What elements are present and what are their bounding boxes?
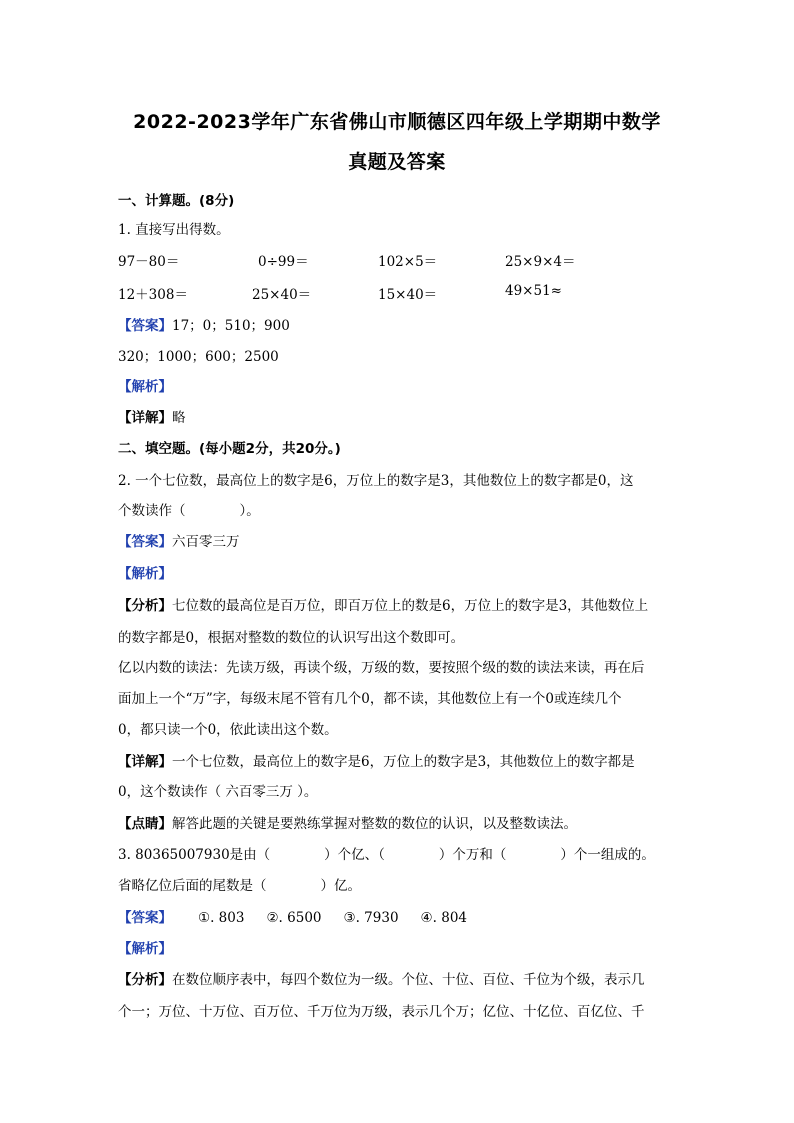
answer-tag: 【答案】 bbox=[118, 318, 172, 334]
q2-fenxi-line2: 的数字都是0，根据对整数的数位的认识写出这个数即可。 bbox=[118, 630, 465, 646]
q2-dianjing-text: 解答此题的关键是要熟练掌握对整数的数位的认识，以及整数读法。 bbox=[172, 816, 577, 832]
q3-fenxi-line1 bbox=[118, 968, 645, 988]
q3-fenxi-line2: 个一；万位、十万位、百万位、千万位为万级，表示几个万；亿位、十亿位、百亿位、千 bbox=[118, 1004, 645, 1020]
q2-fenxi-line1 bbox=[118, 594, 648, 614]
section1-heading: 一、计算题。(8分) bbox=[118, 193, 235, 209]
q1-detail bbox=[118, 406, 186, 426]
q2-answer bbox=[118, 530, 240, 550]
q2-dianjing bbox=[118, 812, 577, 832]
q1-expr-1: 97－80＝ bbox=[118, 254, 180, 270]
q3-answer bbox=[118, 906, 489, 926]
q1-answer bbox=[118, 314, 290, 334]
q2-detail-text: 一个七位数，最高位上的数字是6，万位上的数字是3，其他数位上的数字都是 bbox=[172, 754, 635, 770]
document-title-line1: 2022-2023学年广东省佛山市顺德区四年级上学期期中数学 bbox=[133, 111, 661, 133]
q1-analysis-tag: 【解析】 bbox=[118, 379, 172, 395]
q3-fenxi-text: 在数位顺序表中，每四个数位为一级。个位、十位、百位、千位为个级，表示几 bbox=[172, 972, 645, 988]
detail-tag: 【详解】 bbox=[118, 754, 172, 770]
q3-analysis-tag: 【解析】 bbox=[118, 941, 172, 957]
q1-expr-4: 25×9×4＝ bbox=[505, 254, 576, 270]
dianjing-tag: 【点睛】 bbox=[118, 816, 172, 832]
fenxi-tag: 【分析】 bbox=[118, 598, 172, 614]
q1-expr-6: 25×40＝ bbox=[252, 287, 312, 303]
q1-answer-line2: 320；1000；600；2500 bbox=[118, 349, 279, 365]
q2-detail-line2: 0，这个数读作（ 六百零三万 ）。 bbox=[118, 784, 318, 800]
q2-rule-line3: 0，都只读一个0，依此读出这个数。 bbox=[118, 722, 338, 738]
q3-stem-line1: 3. 80365007930是由（ ）个亿、（ ）个万和（ ）个一组成的。 bbox=[118, 847, 655, 863]
q3-answer-3: ③. 7930 bbox=[343, 910, 399, 926]
q2-stem-line1: 2. 一个七位数，最高位上的数字是6，万位上的数字是3，其他数位上的数字都是0，这 bbox=[118, 473, 634, 489]
q1-detail-text: 略 bbox=[172, 410, 186, 426]
detail-tag: 【详解】 bbox=[118, 410, 172, 426]
q1-expr-8: 49×51≈ bbox=[505, 283, 562, 299]
q3-stem-line2: 省略亿位后面的尾数是（ ）亿。 bbox=[118, 878, 361, 894]
q2-rule-line2: 面加上一个“万”字，每级末尾不管有几个0，都不读，其他数位上有一个0或连续几个 bbox=[118, 691, 622, 707]
fenxi-tag: 【分析】 bbox=[118, 972, 172, 988]
answer-tag: 【答案】 bbox=[118, 910, 172, 926]
q2-analysis-tag: 【解析】 bbox=[118, 566, 172, 582]
q3-answer-2: ②. 6500 bbox=[266, 910, 322, 926]
q2-fenxi-text: 七位数的最高位是百万位，即百万位上的数是6，万位上的数字是3，其他数位上 bbox=[172, 598, 649, 614]
answer-tag: 【答案】 bbox=[118, 534, 172, 550]
q1-expr-2: 0÷99＝ bbox=[258, 254, 309, 270]
q2-answer-text: 六百零三万 bbox=[172, 534, 240, 550]
q1-expr-3: 102×5＝ bbox=[378, 254, 438, 270]
q1-expr-7: 15×40＝ bbox=[378, 287, 438, 303]
document-title-line2: 真题及答案 bbox=[348, 151, 446, 173]
q1-expr-5: 12＋308＝ bbox=[118, 287, 188, 303]
q2-detail-line1 bbox=[118, 750, 635, 770]
q1-stem: 1. 直接写出得数。 bbox=[118, 222, 230, 238]
q2-stem-line2: 个数读作（ ）。 bbox=[118, 503, 260, 519]
section2-heading: 二、填空题。(每小题2分，共20分。) bbox=[118, 441, 341, 457]
q1-answer-text: 17；0；510；900 bbox=[172, 318, 290, 334]
q2-rule-line1: 亿以内数的读法：先读万级，再读个级，万级的数，要按照个级的数的读法来读，再在后 bbox=[118, 660, 645, 676]
q3-answer-4: ④. 804 bbox=[420, 910, 467, 926]
q3-answer-1: ①. 803 bbox=[198, 910, 245, 926]
